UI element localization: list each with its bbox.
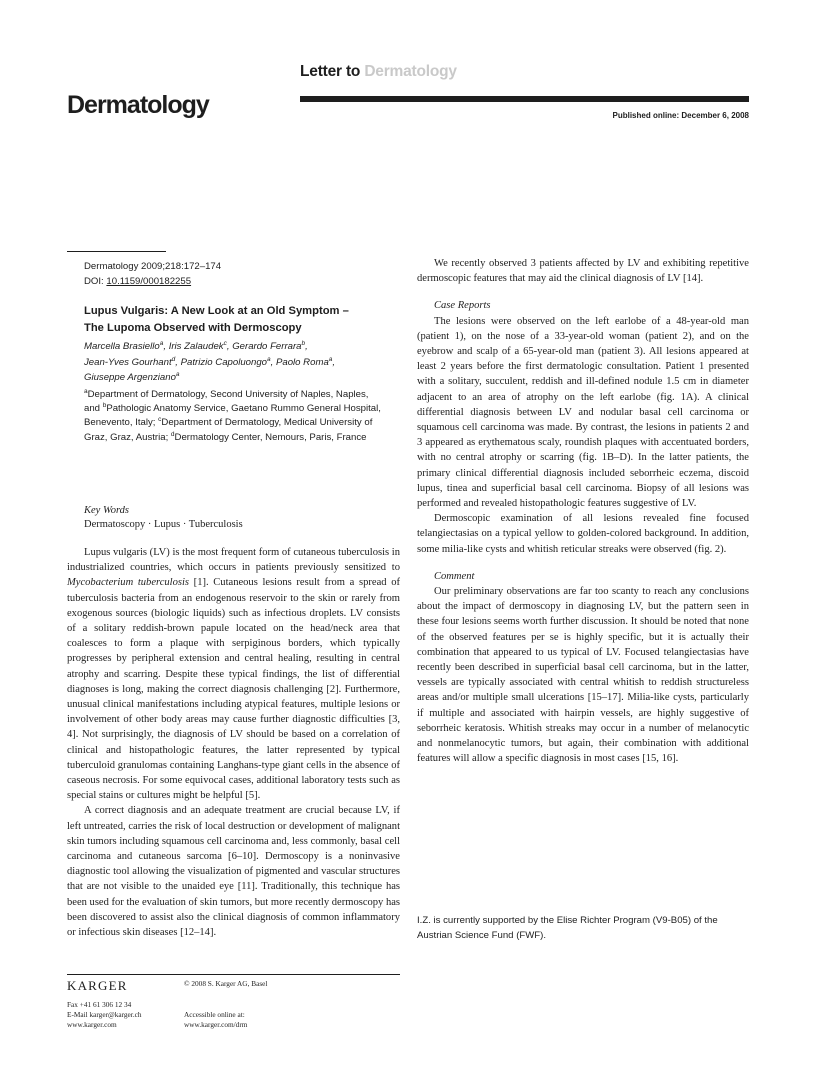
body-column-right xyxy=(417,256,749,767)
author: Giuseppe Argenziano$^a$ xyxy=(84,370,180,383)
author: Iris Zalaudek$^c$, xyxy=(168,339,233,352)
website-link[interactable]: www.karger.com xyxy=(67,1020,117,1029)
header-bar xyxy=(300,96,749,102)
keywords-heading: Key Words xyxy=(84,505,130,516)
section-heading-case-reports: Case Reports xyxy=(434,300,491,312)
copyright: © 2008 S. Karger AG, Basel xyxy=(184,979,268,988)
author: Paolo Roma$^a$, xyxy=(275,355,336,368)
title-line-2: The Lupoma Observed with Dermoscopy xyxy=(84,321,302,334)
email-link[interactable]: E-Mail karger@karger.ch xyxy=(67,1010,142,1019)
publisher-logo: KARGER xyxy=(67,978,128,993)
citation-block xyxy=(84,260,384,289)
doi-label: DOI: xyxy=(84,275,104,287)
footer-divider xyxy=(67,974,400,975)
section-label-accent: Dermatology xyxy=(364,63,457,80)
section-label xyxy=(300,63,457,81)
paragraph: Our preliminary observations are far too scanty to reach any conclusions about the impact of dermoscopy in diagnosing LV, but the pattern seen in these four lesions seems worth further discussion. It should be noted that none of the observed features per se is highly specific, but it is actually their combination that appeared to us typical of LV. Focused telangiectasias have recently been described in superficial basal cell carcinoma, but in the latter, vessels are typically associated with central whitish to reddish structureless areas and/or multiple small ulcerations [15–17]. Milia-like cysts, particularly if multiple and associated with hairpin vessels, are highly suggestive of seborrheic keratosis. Whitish streaks may occur in a number of melanocytic and nonmelanocytic tumors, but again, their combination with additional features will allow a specific diagnosis in most cases [15, 16]. xyxy=(417,586,749,765)
authors xyxy=(84,339,394,386)
paragraph: A correct diagnosis and an adequate treatment are crucial because LV, if left untreated, carries the risk of local destruction or development of malignant skin tumors including squamous cell carcinoma and, less commonly, basal cell carcinoma and cutaneous sarcoma [6–10]. Dermoscopy is a noninvasive diagnostic tool allowing the visualization of pigmented and vascular structures that are not visible to the unaided eye [11]. Traditionally, this technique has been used for the evaluation of skin tumors, but more recently dermoscopy has been discovered to assist also the clinical diagnosis of common inflammatory or infectious skin diseases [12–14]. xyxy=(67,805,401,939)
published-date: Published online: December 6, 2008 xyxy=(612,111,749,120)
paragraph: Lupus vulgaris (LV) is the most frequent form of cutaneous tuberculosis in industrialized countries, which occurs in patients previously sensitized to Mycobacterium tuberculosis [1]. Cutaneous lesions result from a spread of tuberculosis bacteria from an endogenous reservoir to the skin or rarely from exogenous sources (biologic liquids) such as infectious droplets. LV consists of a solitary reddish-brown papule located on the head/neck area that coalesces to form a plaque with serpiginous borders, which typically progresses by peripheral extension and central healing, resulting in central atrophy and scarring. Despite these typical findings, the list of differential diagnoses is long, making the correct diagnosis challenging [2]. Furthermore, unusual clinical manifestations including atypical features, multiple lesions or involvement of other body areas may cause further diagnostic difficulties [3, 4]. Not surprisingly, the diagnosis of LV should be based on a correlation of clinical and histopathologic features, the latter represented by typical tuberculoid granulomas containing Langhans-type giant cells in the absence of caseous necrosis. For some equivocal cases, additional laboratory tests such as special stains or cultures might be helpful [5]. xyxy=(67,547,400,802)
author: Marcella Brasiello$^a$, xyxy=(84,339,169,352)
species-name: Mycobacterium tuberculosis xyxy=(67,577,190,589)
author: Patrizio Capoluongo$^a$, xyxy=(180,355,276,368)
publisher-contact xyxy=(67,1000,142,1030)
left-divider xyxy=(67,251,166,252)
doi-link[interactable]: 10.1159/000182255 xyxy=(106,275,192,287)
paragraph: We recently observed 3 patients affected by LV and exhibiting repetitive dermoscopic features that may aid the clinical diagnosis of LV [14]. xyxy=(417,258,749,285)
affiliation: $^c$Department of Dermatology, Medical University of Graz, Graz, Austria; xyxy=(84,416,373,443)
affiliation: $^b$Pathologic Anatomy Service, Gaetano Rummo General Hospital, Benevento, Italy; xyxy=(84,402,381,429)
doi-line xyxy=(84,275,384,290)
title-line-1: Lupus Vulgaris: A New Look at an Old Symptom – xyxy=(84,305,349,317)
paragraph: The lesions were observed on the left earlobe of a 48-year-old man (patient 1), on the nose of a 33-year-old woman (patient 2), and on the eyebrow and scalp of a 65-year-old man (patient 3). All lesions appeared at least 2 years before the first dermatologic consultation. Patient 1 presented with a solitary, succulent, reddish and ill-defined nodule 1.5 cm in diameter adjacent to an area of atrophy on the left earlobe (fig. 1A). A clinical differential diagnosis between LV and nodular basal cell carcinoma or squamous cell carcinoma was made. By contrast, the lesions in patients 2 and 3 appeared as erythematous scaly, roundish plaques with accentuated borders, with no central atrophy or scarring (fig. 1B–D). In the latter patients, the primary clinical differential diagnosis included seborrheic eczema, discoid lupus, tinea and superficial basal cell carcinoma. Biopsy of all lesions was performed and revealed histopathologic features suggestive of LV. xyxy=(417,315,749,510)
section-heading-comment: Comment xyxy=(434,570,475,582)
fax: Fax +41 61 306 12 34 xyxy=(67,1000,132,1009)
body-column-left xyxy=(67,545,400,940)
author: Gerardo Ferrara$^b$, xyxy=(232,339,308,352)
citation: Dermatology 2009;218:172–174 xyxy=(84,261,222,272)
journal-logo: Dermatology xyxy=(67,91,209,119)
paragraph: Dermoscopic examination of all lesions revealed fine focused telangiectasias on a typical yellow to golden-colored background. In addition, some milia-like cysts and whitish reticular streaks were observed (fig. 2). xyxy=(417,513,749,555)
author: Jean-Yves Gourhant$^d$, xyxy=(84,355,181,368)
article-title xyxy=(84,303,404,336)
keywords: Dermatoscopy · Lupus · Tuberculosis xyxy=(84,519,243,530)
affiliations xyxy=(84,388,384,445)
online-access xyxy=(184,1010,247,1030)
access-label: Accessible online at: xyxy=(184,1010,245,1019)
section-label-prefix: Letter to xyxy=(300,63,361,80)
funding-footnote: I.Z. is currently supported by the Elise Richter Program (V9-B05) of the Austrian Science Fund (FWF). xyxy=(417,915,718,941)
access-url-link[interactable]: www.karger.com/drm xyxy=(184,1020,248,1029)
affiliation: $^d$Dermatology Center, Nemours, Paris, France xyxy=(170,430,367,443)
affiliation: $^a$Department of Dermatology, Second University of Naples, Naples, and xyxy=(84,387,369,415)
